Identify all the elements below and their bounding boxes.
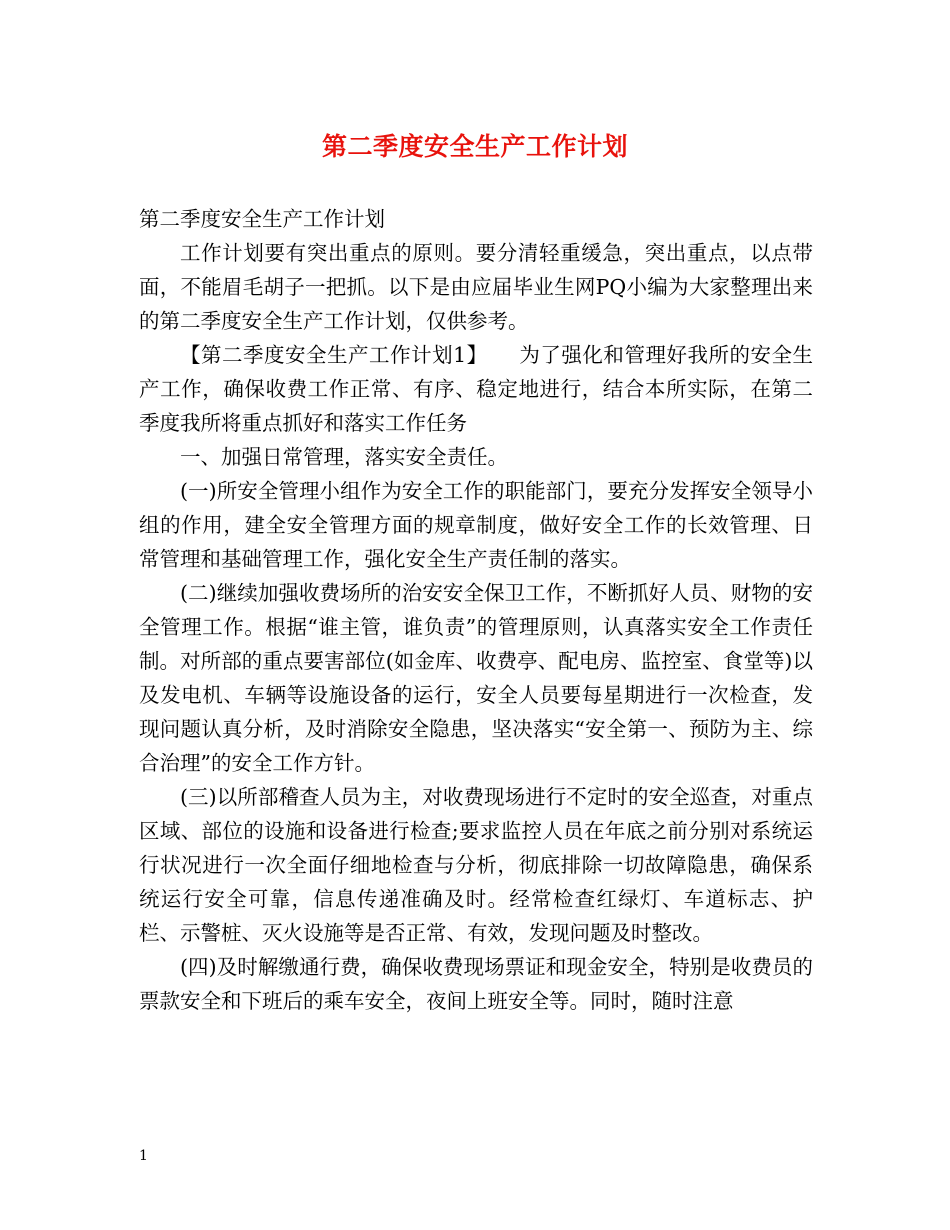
paragraph-plan-1: 【第二季度安全生产工作计划1】 为了强化和管理好我所的安全生产工作，确保收费工作正常、有序、稳定地进行，结合本所实际，在第二季度我所将重点抓好和落实工作任务 (139, 343, 813, 435)
document-title: 第二季度安全生产工作计划 (321, 132, 628, 161)
document-body (139, 202, 813, 1018)
paragraph-item-4: (四)及时解缴通行费，确保收费现场票证和现金安全，特别是收费员的票款安全和下班后的乘车安全，夜间上班安全等。同时，随时注意 (139, 955, 813, 1013)
paragraph-heading-1: 一、加强日常管理，落实安全责任。 (180, 445, 508, 469)
paragraph-item-2: (二)继续加强收费场所的治安安全保卫工作，不断抓好人员、财物的安全管理工作。根据“谁主管，谁负责”的管理原则，认真落实安全工作责任制。对所部的重点要害部位(如金库、收费亭、配电房、监控室、食堂等)以及发电机、车辆等设施设备的运行，安全人员要每星期进行一次检查，发现问题认真分析，及时消除安全隐患，坚决落实“安全第一、预防为主、综合治理”的安全工作方针。 (139, 581, 813, 775)
page-number: 1 (139, 1148, 148, 1164)
paragraph-item-1: (一)所安全管理小组作为安全工作的职能部门，要充分发挥安全领导小组的作用，建全安全管理方面的规章制度，做好安全工作的长效管理、日常管理和基础管理工作，强化安全生产责任制的落实。 (139, 479, 813, 571)
paragraph-item-3: (三)以所部稽查人员为主，对收费现场进行不定时的安全巡查，对重点区域、部位的设施和设备进行检查;要求监控人员在年底之前分别对系统运行状况进行一次全面仔细地检查与分析，彻底排除一切故障隐患，确保系统运行安全可靠，信息传递准确及时。经常检查红绿灯、车道标志、护栏、示警桩、灭火设施等是否正常、有效，发现问题及时整改。 (139, 785, 813, 945)
paragraph-intro: 工作计划要有突出重点的原则。要分清轻重缓急，突出重点，以点带面，不能眉毛胡子一把抓。以下是由应届毕业生网PQ小编为大家整理出来的第二季度安全生产工作计划，仅供参考。 (139, 241, 813, 333)
document-subtitle: 第二季度安全生产工作计划 (139, 207, 385, 231)
